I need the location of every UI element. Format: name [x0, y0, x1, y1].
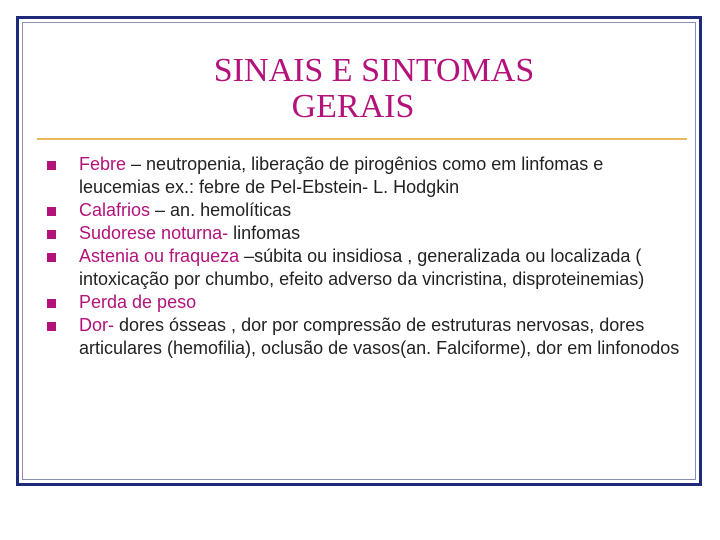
bullet-list — [35, 153, 685, 360]
list-item-febre — [35, 153, 685, 199]
list-item-astenia — [35, 245, 685, 291]
title-line-2: GERAIS — [291, 88, 415, 125]
item-highlight: Calafrios — [79, 200, 151, 220]
item-highlight: Dor- — [79, 315, 114, 335]
slide-frame — [16, 16, 702, 486]
item-text: linfomas — [228, 223, 301, 243]
list-item-sudorese — [35, 222, 685, 245]
item-text: –súbita ou insidiosa , generalizada ou localizada ( intoxicação por chumbo, efeito adverso da vincristina, disproteinemias) — [79, 246, 645, 289]
list-item-calafrios — [35, 199, 685, 222]
item-text: – neutropenia, liberação de pirogênios como em linfomas e leucemias ex.: febre de Pel-Ebstein- L. Hodgkin — [79, 154, 604, 197]
slide-title — [23, 53, 695, 125]
item-highlight: Sudorese noturna- — [79, 223, 229, 243]
title-line-1: SINAIS E SINTOMAS — [213, 52, 535, 89]
square-bullet-icon — [47, 299, 56, 308]
item-highlight: Astenia ou fraqueza — [79, 246, 240, 266]
item-text: – an. hemolíticas — [150, 200, 292, 220]
slide-inner-border — [22, 22, 696, 480]
item-highlight: Perda de peso — [79, 292, 197, 312]
square-bullet-icon — [47, 253, 56, 262]
title-divider — [37, 138, 687, 140]
list-item-dor — [35, 314, 685, 360]
list-item-perda-de-peso — [35, 291, 685, 314]
square-bullet-icon — [47, 161, 56, 170]
square-bullet-icon — [47, 322, 56, 331]
item-highlight: Febre — [79, 154, 127, 174]
square-bullet-icon — [47, 207, 56, 216]
item-text: dores ósseas , dor por compressão de estruturas nervosas, dores articulares (hemofilia), oclusão de vasos(an. Falciforme), dor em linfonodos — [79, 315, 680, 358]
square-bullet-icon — [47, 230, 56, 239]
